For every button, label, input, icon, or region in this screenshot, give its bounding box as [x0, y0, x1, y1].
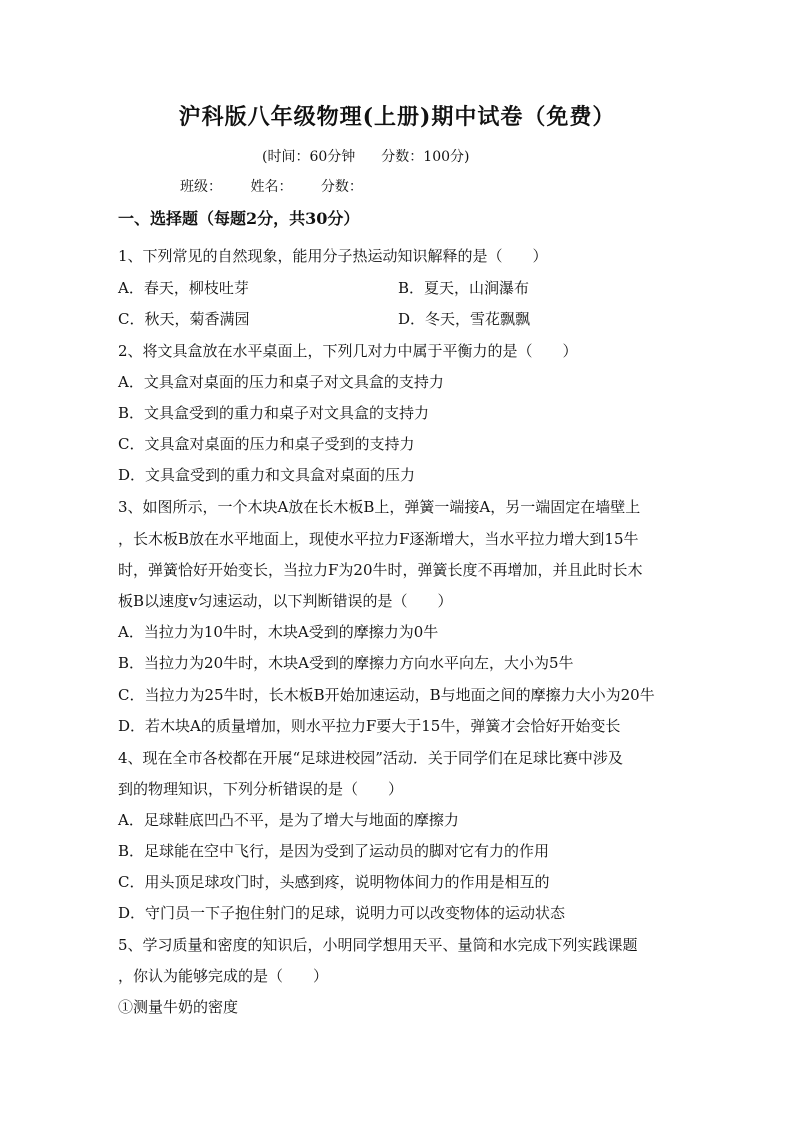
q1-option-b: B．夏天，山涧瀑布 [398, 279, 530, 297]
q1-option-d: D．冬天，雪花飘飘 [398, 310, 531, 328]
q1-option-a: A．春天，柳枝吐芽 [118, 279, 249, 297]
q4-option-b: B．足球能在空中飞行，是因为受到了运动员的脚对它有力的作用 [118, 842, 550, 860]
q3-option-a: A．当拉力为10牛时，木块A受到的摩擦力为0牛 [118, 623, 439, 641]
page-title: 沪科版八年级物理(上册)期中试卷（免费） [178, 104, 616, 130]
q2-option-d: D．文具盒受到的重力和文具盒对桌面的压力 [118, 466, 416, 484]
q3-stem-line-4: 板B以速度v匀速运动，以下判断错误的是（ ） [118, 592, 453, 610]
section-heading: 一、选择题（每题2分，共30分） [118, 209, 360, 228]
q4-stem-line-2: 到的物理知识，下列分析错误的是（ ） [118, 780, 404, 798]
exam-info [262, 146, 469, 166]
q1-stem: 1、下列常见的自然现象，能用分子热运动知识解释的是（ ） [118, 247, 548, 265]
q5-stem-line-1: 5、学习质量和密度的知识后，小明同学想用天平、量筒和水完成下列实践课题 [118, 936, 638, 954]
q2-option-a: A．文具盒对桌面的压力和桌子对文具盒的支持力 [118, 373, 444, 391]
q4-option-a: A．足球鞋底凹凸不平，是为了增大与地面的摩擦力 [118, 811, 459, 829]
q1-option-c: C．秋天，菊香满园 [118, 310, 250, 328]
exam-time: (时间：60分钟 [262, 149, 356, 165]
q3-option-b: B．当拉力为20牛时，木块A受到的摩擦力方向水平向左，大小为5牛 [118, 654, 574, 672]
q3-option-c: C．当拉力为25牛时，长木板B开始加速运动，B与地面之间的摩擦力大小为20牛 [118, 686, 655, 704]
name-label: 姓名： [250, 179, 293, 195]
q3-stem-line-2: ，长木板B放在水平地面上，现使水平拉力F逐渐增大，当水平拉力增大到15牛 [118, 530, 639, 548]
q4-option-d: D．守门员一下子抱住射门的足球，说明力可以改变物体的运动状态 [118, 904, 566, 922]
exam-total-score: 分数：100分) [381, 149, 470, 165]
student-info [180, 176, 387, 196]
class-label: 班级： [180, 179, 222, 195]
q2-option-b: B．文具盒受到的重力和桌子对文具盒的支持力 [118, 404, 430, 422]
q3-stem-line-1: 3、如图所示，一个木块A放在长木板B上，弹簧一端接A，另一端固定在墙壁上 [118, 498, 641, 516]
q3-stem-line-3: 时，弹簧恰好开始变长，当拉力F为20牛时，弹簧长度不再增加，并且此时长木 [118, 561, 643, 579]
q2-stem: 2、将文具盒放在水平桌面上，下列几对力中属于平衡力的是（ ） [118, 342, 578, 360]
q2-option-c: C．文具盒对桌面的压力和桌子受到的支持力 [118, 435, 415, 453]
q4-option-c: C．用头顶足球攻门时，头感到疼，说明物体间力的作用是相互的 [118, 873, 550, 891]
q4-stem-line-1: 4、现在全市各校都在开展“足球进校园”活动．关于同学们在足球比赛中涉及 [118, 749, 623, 767]
q3-option-d: D．若木块A的质量增加，则水平拉力F要大于15牛，弹簧才会恰好开始变长 [118, 717, 621, 735]
q5-stem-line-2: ，你认为能够完成的是（ ） [118, 967, 329, 985]
score-label: 分数： [320, 179, 363, 195]
q5-item-1: ①测量牛奶的密度 [118, 998, 239, 1016]
